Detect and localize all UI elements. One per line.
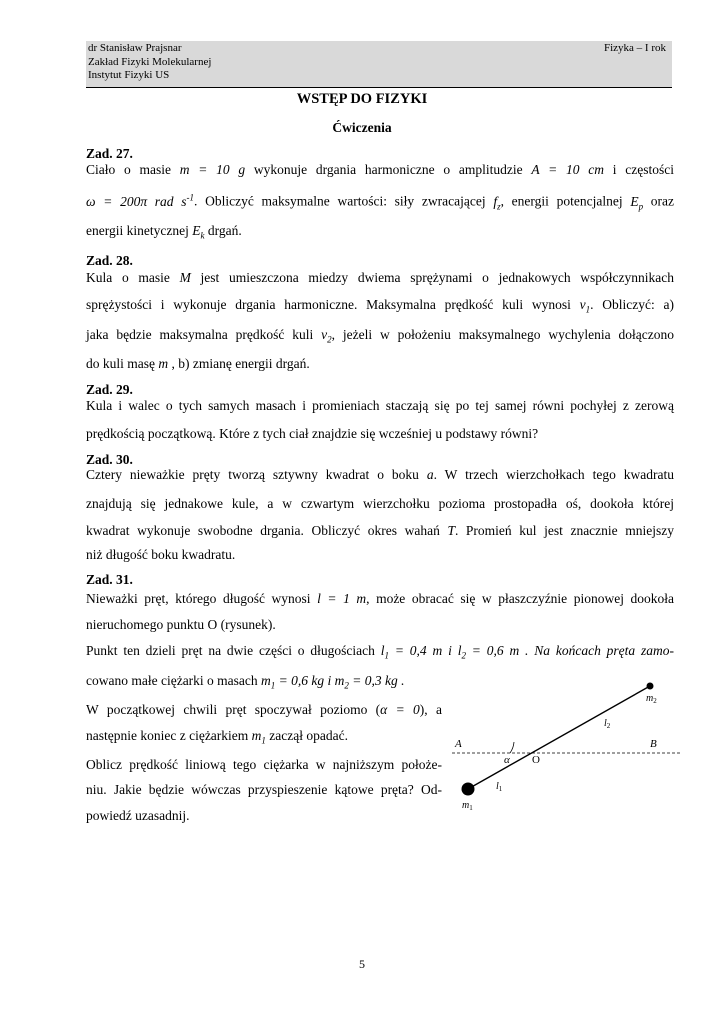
text: ω = 200π rad s xyxy=(86,193,187,209)
problem-29-line-1: Kula i walec o tych samych masach i promieniach staczają się po tej samej równi pochyłej z zerową xyxy=(86,398,674,413)
formula-m1 xyxy=(251,728,266,746)
problem-27-line-2 xyxy=(86,192,674,211)
subscript: 1 xyxy=(585,304,591,315)
rod xyxy=(468,686,650,789)
symbol: l xyxy=(380,643,385,658)
text: W początkowej chwili pręt spoczywał poziomo ( xyxy=(86,702,381,717)
problem-29-line-2: prędkością początkową. Które z tych ciał znajdzie się wcześniej u podstawy równi? xyxy=(86,426,539,441)
header-institute: Instytut Fizyki US xyxy=(88,69,170,81)
text: cowano małe ciężarki o masach xyxy=(86,673,258,688)
problem-28-line-1 xyxy=(86,270,674,286)
problem-30-line-1 xyxy=(86,467,674,483)
text: Nieważki pręt, którego długość wynosi xyxy=(86,591,311,606)
angle-arc xyxy=(510,742,514,753)
page-number: 5 xyxy=(359,957,365,971)
text: Punkt ten dzieli pręt na dwie części o długościach xyxy=(86,643,375,658)
header-course: Fizyka – I rok xyxy=(603,42,666,54)
symbol-a: a xyxy=(426,467,434,482)
text: drgań. xyxy=(207,223,242,238)
text: = 0,6 kg i xyxy=(278,673,332,688)
text: Cztery nieważkie pręty tworzą sztywny kwadrat o boku xyxy=(86,467,419,482)
problem-30-line-3 xyxy=(86,523,674,539)
header-department: Zakład Fizyki Molekularnej xyxy=(88,55,212,68)
text: = 0,4 m i xyxy=(394,643,452,658)
text: , b) zmianę energii drgań. xyxy=(171,356,310,371)
text: jaka będzie maksymalna prędkość kuli xyxy=(86,327,314,342)
page-subtitle: Ćwiczenia xyxy=(332,120,392,135)
subscript: 2 xyxy=(653,697,657,705)
text: . W trzech wierzchołkach tego kwadratu xyxy=(433,467,675,482)
page-header xyxy=(86,41,672,88)
problem-31-line-6 xyxy=(86,728,442,746)
text: wykonuje drgania harmoniczne o amplitudzie xyxy=(253,162,523,177)
formula-m2 xyxy=(334,673,405,691)
problem-31-line-4 xyxy=(86,673,442,691)
symbol: v xyxy=(321,327,328,342)
header-left xyxy=(88,42,211,83)
subscript: 2 xyxy=(327,334,332,345)
problem-28-line-2 xyxy=(86,297,674,315)
symbol: m xyxy=(462,800,470,811)
header-author: dr Stanisław Prajsnar xyxy=(88,42,182,54)
symbol: m xyxy=(646,693,654,704)
text: ), a xyxy=(419,702,442,717)
text: = 0,3 kg . xyxy=(352,673,405,688)
text: . Promień kul jest znacznie mniejszy xyxy=(454,523,674,538)
formula-omega xyxy=(86,194,194,209)
subscript: k xyxy=(200,230,205,241)
symbol-M: M xyxy=(179,270,191,285)
problem-31-heading: Zad. 31. xyxy=(86,572,133,587)
label-m2 xyxy=(646,693,657,705)
text: i częstości xyxy=(612,162,675,177)
superscript: -1 xyxy=(186,192,195,202)
subscript: z xyxy=(497,201,501,212)
label-A: A xyxy=(455,738,462,750)
symbol: m xyxy=(251,728,262,743)
text: sprężystości i wykonuje drgania harmoniczne. Maksymalna prędkość kuli wynosi xyxy=(86,297,571,312)
label-B: B xyxy=(650,738,657,750)
rod-diagram xyxy=(450,676,690,816)
text: , jeżeli w położeniu maksymalnego wychylenia dołączono xyxy=(331,327,674,342)
symbol: l xyxy=(457,643,462,658)
formula-alpha: α = 0 xyxy=(380,702,420,717)
problem-31-line-5 xyxy=(86,702,442,718)
formula-length: l = 1 m xyxy=(317,591,367,606)
problem-29-heading: Zad. 29. xyxy=(86,382,133,397)
symbol: m xyxy=(334,673,345,688)
text: . Obliczyć: a) xyxy=(590,297,675,312)
problem-31-line-7: Oblicz prędkość liniową tego ciężarka w najniższym położe- xyxy=(86,757,442,772)
symbol: f xyxy=(493,193,498,209)
subscript: 1 xyxy=(270,680,276,691)
symbol: l xyxy=(604,718,607,729)
symbol: l xyxy=(496,781,499,792)
text: = 0,6 m . Na końcach pręta zamo- xyxy=(471,643,675,658)
label-l1 xyxy=(496,781,503,793)
text: Ciało o masie xyxy=(86,162,171,177)
subscript: 1 xyxy=(384,650,389,661)
text: do kuli masę xyxy=(86,356,155,371)
problem-31-line-2: nieruchomego punktu O (rysunek). xyxy=(86,617,276,632)
formula-l2 xyxy=(457,643,675,661)
problem-28-line-3 xyxy=(86,327,674,345)
symbol: m xyxy=(261,673,271,688)
subscript: 2 xyxy=(461,650,466,661)
text: energii kinetycznej xyxy=(86,223,189,238)
symbol: E xyxy=(192,223,201,238)
formula-v1 xyxy=(579,297,591,315)
formula-amplitude: A = 10 cm xyxy=(531,162,605,177)
problem-31-line-3 xyxy=(86,643,674,661)
problem-27-heading: Zad. 27. xyxy=(86,146,133,161)
problem-28-line-4 xyxy=(86,356,674,372)
label-O: O xyxy=(532,754,540,766)
problem-27-line-1 xyxy=(86,162,674,178)
formula-fz xyxy=(493,193,501,212)
problem-31-line-9: powiedź uzasadnij. xyxy=(86,808,190,823)
problem-31-line-1 xyxy=(86,591,674,607)
problem-30-line-4: niż długość boku kwadratu. xyxy=(86,547,236,562)
problem-30-line-2: znajdują się jednakowe kule, a w czwartym wierzchołku pozioma prostopadła oś, dookoła której xyxy=(86,496,674,511)
formula-l1 xyxy=(380,643,452,661)
problem-31-line-8: niu. Jakie będzie wówczas przyspieszenie kątowe pręta? Od- xyxy=(86,782,442,797)
text: , energii potencjalnej xyxy=(500,193,623,209)
label-m1 xyxy=(462,800,473,812)
subscript: p xyxy=(638,201,644,212)
subscript: 2 xyxy=(606,722,611,730)
text: , może obracać się w płaszczyźnie pionowej dookoła xyxy=(366,591,675,606)
subscript: 1 xyxy=(498,785,503,793)
label-l2 xyxy=(604,718,611,730)
text: następnie koniec z ciężarkiem xyxy=(86,728,249,743)
text: zaczął opadać. xyxy=(269,728,348,743)
formula-v2 xyxy=(321,327,332,345)
subscript: 1 xyxy=(261,735,266,746)
subscript: 2 xyxy=(344,680,349,691)
mass-m2 xyxy=(647,683,654,690)
text: . Obliczyć maksymalne wartości: siły zwracającej xyxy=(194,193,486,209)
problem-27-line-3 xyxy=(86,223,674,241)
mass-m1 xyxy=(462,783,475,796)
problem-30-heading: Zad. 30. xyxy=(86,452,133,467)
page-title: WSTĘP DO FIZYKI xyxy=(296,91,428,107)
text: kwadrat wykonuje swobodne drgania. Obliczyć okres wahań xyxy=(86,523,440,538)
label-alpha: α xyxy=(504,754,510,766)
symbol-T: T xyxy=(447,523,455,538)
subscript: 1 xyxy=(469,804,473,812)
formula-m1 xyxy=(261,673,332,691)
symbol-m: m xyxy=(158,356,169,371)
symbol: v xyxy=(579,297,586,312)
text: jest umieszczona miedzy dwiema sprężynami o jednakowych współczynnikach xyxy=(200,270,675,285)
symbol: E xyxy=(630,193,639,209)
text: Kula o masie xyxy=(86,270,170,285)
text: oraz xyxy=(650,193,675,209)
formula-ek xyxy=(192,223,205,241)
formula-mass: m = 10 g xyxy=(179,162,246,177)
problem-28-heading: Zad. 28. xyxy=(86,253,133,268)
formula-ep xyxy=(630,193,644,212)
